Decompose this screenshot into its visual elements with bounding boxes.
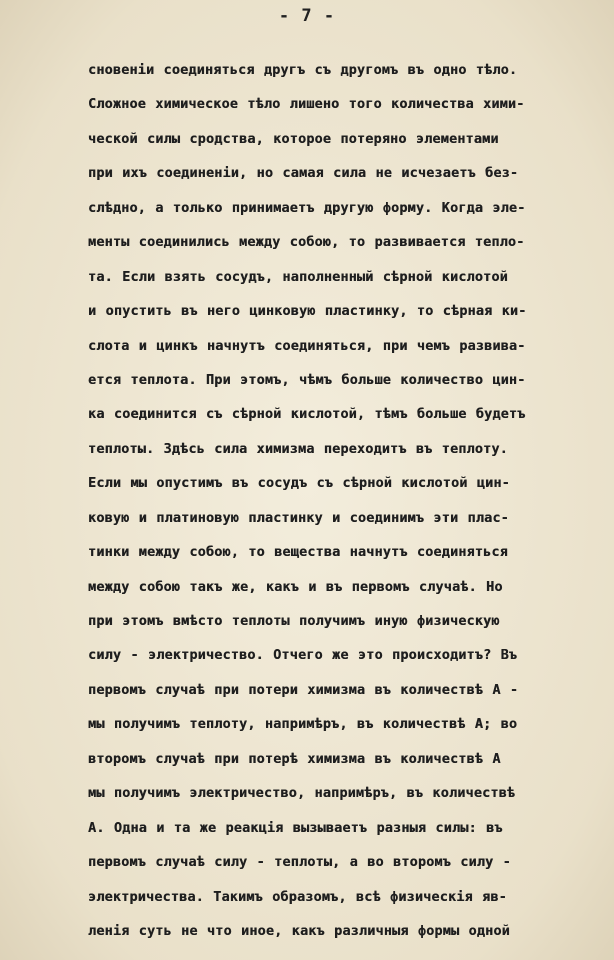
text-line: менты соединились между собою, то развивается тепло- <box>88 234 525 251</box>
text-line: слѣдно, а только принимаетъ другую форму. Когда эле- <box>88 199 526 216</box>
text-line: электричества. Такимъ образомъ, всѣ физическiя яв- <box>88 888 507 905</box>
text-line: сновенiи соединяться другъ съ другомъ въ одно тѣло. <box>88 62 518 78</box>
text-line: первомъ случаѣ силу - теплоты, а во второмъ силу - <box>88 854 511 871</box>
text-line: та. Если взять сосудъ, наполненный сѣрной кислотой <box>88 268 508 285</box>
text-line: при этомъ вмѣсто теплоты получимъ иную физическую <box>88 613 500 629</box>
text-line: Сложное химическое тѣло лишено того количества хими- <box>88 96 525 113</box>
text-line: А. Одна и та же реакцiя вызываетъ разныя силы: въ <box>88 819 503 836</box>
text-line: мы получимъ электричество, напримѣръ, въ количествѣ <box>88 785 516 802</box>
text-line: ка соединится съ сѣрной кислотой, тѣмъ больше будетъ <box>88 406 526 423</box>
text-line: силу - электричество. Отчего же это происходитъ? Въ <box>88 647 518 664</box>
text-line: и опустить въ него цинковую пластинку, то сѣрная ки- <box>88 303 527 320</box>
text-line: ческой силы сродства, которое потеряно элементами <box>88 130 499 147</box>
text-line: теплоты. Здѣсь сила химизма переходитъ въ теплоту. <box>88 440 508 457</box>
text-line: второмъ случаѣ при потерѣ химизма въ количествѣ А <box>88 750 501 767</box>
text-line: ленiя суть не что иное, какъ различныя формы одной <box>88 922 510 939</box>
text-line: между собою такъ же, какъ и въ первомъ случаѣ. Но <box>88 578 503 595</box>
text-line: слота и цинкъ начнутъ соединяться, при чемъ развива- <box>88 337 526 354</box>
text-line: первомъ случаѣ при потери химизма въ количествѣ А - <box>88 681 519 698</box>
text-line: при ихъ соединенiи, но самая сила не исчезаетъ без- <box>88 165 519 182</box>
text-line: ется теплота. При этомъ, чѣмъ больше количество цин- <box>88 371 526 388</box>
text-line: ковую и платиновую пластинку и соединимъ эти плас- <box>88 509 509 526</box>
text-line: тинки между собою, то вещества начнутъ соединяться <box>88 544 508 561</box>
page-number: - 7 - <box>278 6 336 26</box>
body-text <box>88 58 608 953</box>
text-line: мы получимъ теплоту, напримѣръ, въ количествѣ А; во <box>88 716 518 733</box>
text-line: Если мы опустимъ въ сосудъ съ сѣрной кислотой цин- <box>88 475 510 492</box>
